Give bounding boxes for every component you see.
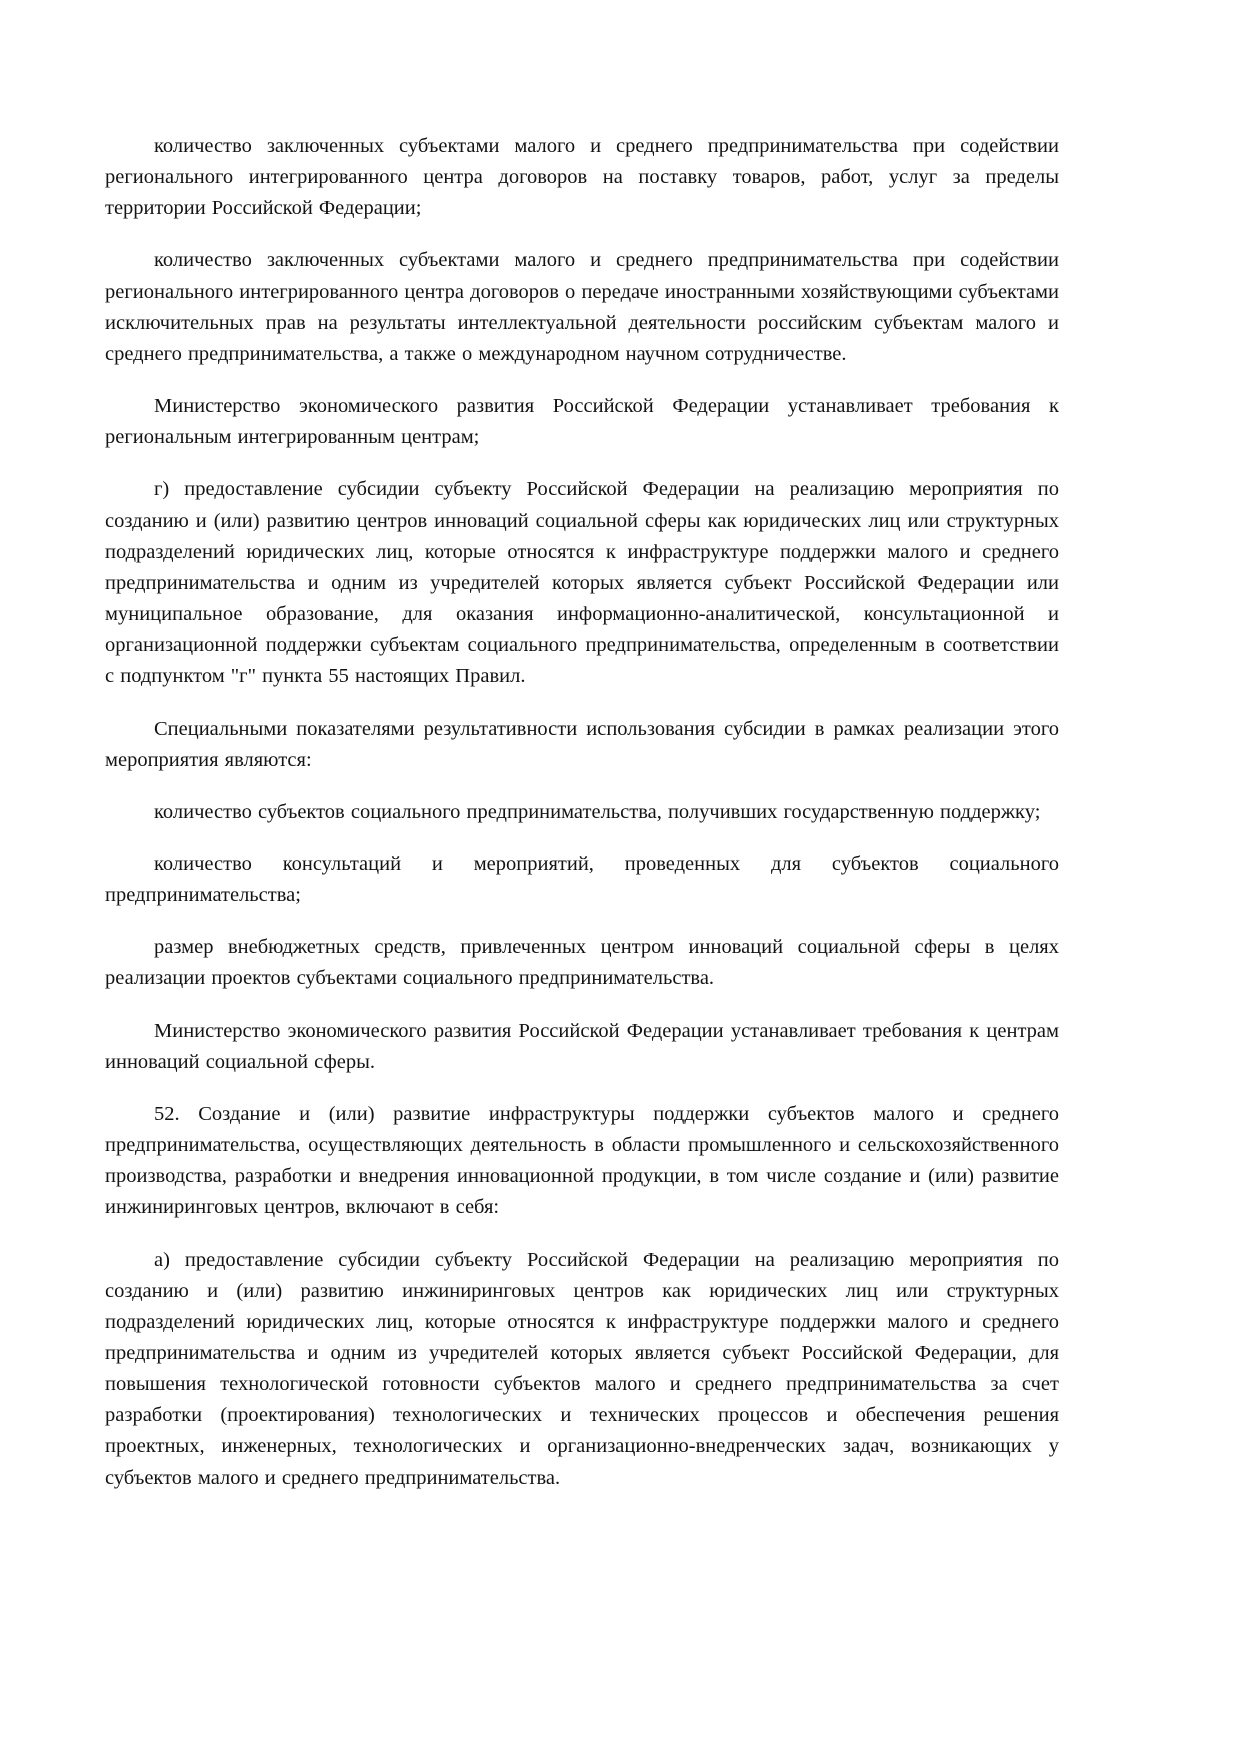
- paragraph-export-contracts: количество заключенных субъектами малого и среднего предпринимательства при содействии регионального интегрированного центра договоров на поставку товаров, работ, услуг за пределы территории Российской Федерации;: [105, 135, 1059, 220]
- paragraph-point-52: 52. Создание и (или) развитие инфраструктуры поддержки субъектов малого и среднего предпринимательства, осуществляющих деятельность в области промышленного и сельскохозяйственного производства, разработки и внедрения инновационной продукции, в том числе создание и (или) развитие инжиниринговых центров, включают в себя:: [105, 1102, 1059, 1219]
- paragraph-indicator-extrabudgetary-funds: размер внебюджетных средств, привлеченных центром инноваций социальной сферы в целях реализации проектов субъектами социального предпринимательства.: [105, 936, 1059, 990]
- paragraph-ministry-requirements-cis: Министерство экономического развития Российской Федерации устанавливает требования к центрам инноваций социальной сферы.: [105, 1019, 1059, 1073]
- paragraph-indicator-consultations: количество консультаций и мероприятий, проведенных для субъектов социального предпринимательства;: [105, 852, 1059, 907]
- paragraph-indicator-supported-subjects: количество субъектов социального предпринимательства, получивших государственную поддержку;: [154, 800, 1041, 823]
- paragraph-item-a-engineering-centers: а) предоставление субсидии субъекту Российской Федерации на реализацию мероприятия по созданию и (или) развитию инжиниринговых центров как юридических лиц или структурных подразделений юридических лиц, которые относятся к инфраструктуре поддержки малого и среднего предпринимательства и одним из учредителей которых является субъект Российской Федерации, для повышения технологической готовности субъектов малого и среднего предпринимательства за счет разработки (проектирования) технологических и технических процессов и обеспечения решения проектных, инженерных, технологических и организационно-внедренческих задач, возникающих у субъектов малого и среднего предпринимательства.: [105, 1248, 1059, 1489]
- paragraph-ministry-requirements-ric: Министерство экономического развития Российской Федерации устанавливает требования к региональным интегрированным центрам;: [105, 395, 1059, 449]
- paragraph-special-indicators-intro: Специальными показателями результативности использования субсидии в рамках реализации этого мероприятия являются:: [105, 717, 1059, 771]
- paragraph-ip-transfer-contracts: количество заключенных субъектами малого и среднего предпринимательства при содействии регионального интегрированного центра договоров о передаче иностранными хозяйствующими субъектами исключительных прав на результаты интеллектуальной деятельности российским субъектам малого и среднего предпринимательства, а также о международном научном сотрудничестве.: [105, 249, 1059, 365]
- paragraph-item-g-social-innovation-centers: г) предоставление субсидии субъекту Российской Федерации на реализацию мероприятия по созданию и (или) развитию центров инноваций социальной сферы как юридических лиц или структурных подразделений юридических лиц, которые относятся к инфраструктуре поддержки малого и среднего предпринимательства и одним из учредителей которых является субъект Российской Федерации или муниципальное образование, для оказания информационно-аналитической, консультационной и организационной поддержки субъектам социального предпринимательства, определенным в соответствии с подпунктом "г" пункта 55 настоящих Правил.: [105, 478, 1059, 688]
